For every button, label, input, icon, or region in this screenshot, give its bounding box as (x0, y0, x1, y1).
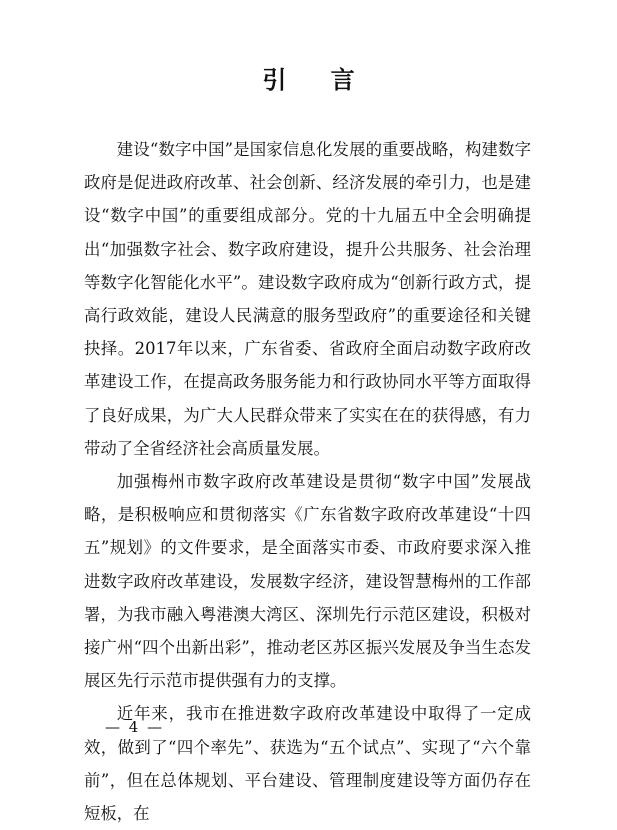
paragraph-3: 近年来，我市在推进数字政府改革建设中取得了一定成效，做到了“四个率先”、获选为“五个试点”、实现了“六个靠前”，但在总体规划、平台建设、管理制度建设等方面仍存在短板，在 (84, 704, 531, 824)
page-number: — 4 — (105, 718, 165, 736)
paragraph-2: 加强梅州市数字政府改革建设是贯彻“数字中国”发展战略，是积极响应和贯彻落实《广东省数字政府改革建设“十四五”规划》的文件要求，是全面落实市委、市政府要求深入推进数字政府改革建设，发展数字经济，建设智慧梅州的工作部署，为我市融入粤港澳大湾区、深圳先行示范区建设，积极对接广州“四个出新出彩”，推动老区苏区振兴发展及争当生态发展区先行示范市提供强有力的支撑。 (84, 472, 531, 691)
page-title: 引 言 (262, 65, 373, 94)
paragraph-1: 建设“数字中国”是国家信息化发展的重要战略，构建数字政府是促进政府改革、社会创新、经济发展的牵引力，也是建设“数字中国”的重要组成部分。党的十九届五中全会明确提出“加强数字社会、数字政府建设，提升公共服务、社会治理等数字化智能化水平”。建设数字政府成为“创新行政方式，提高行政效能，建设人民满意的服务型政府”的重要途径和关键抉择。2017年以来，广东省委、省政府全面启动数字政府改革建设工作，在提高政务服务能力和行政协同水平等方面取得了良好成果，为广大人民群众带来了实实在在的获得感，有力带动了全省经济社会高质量发展。 (84, 140, 531, 458)
